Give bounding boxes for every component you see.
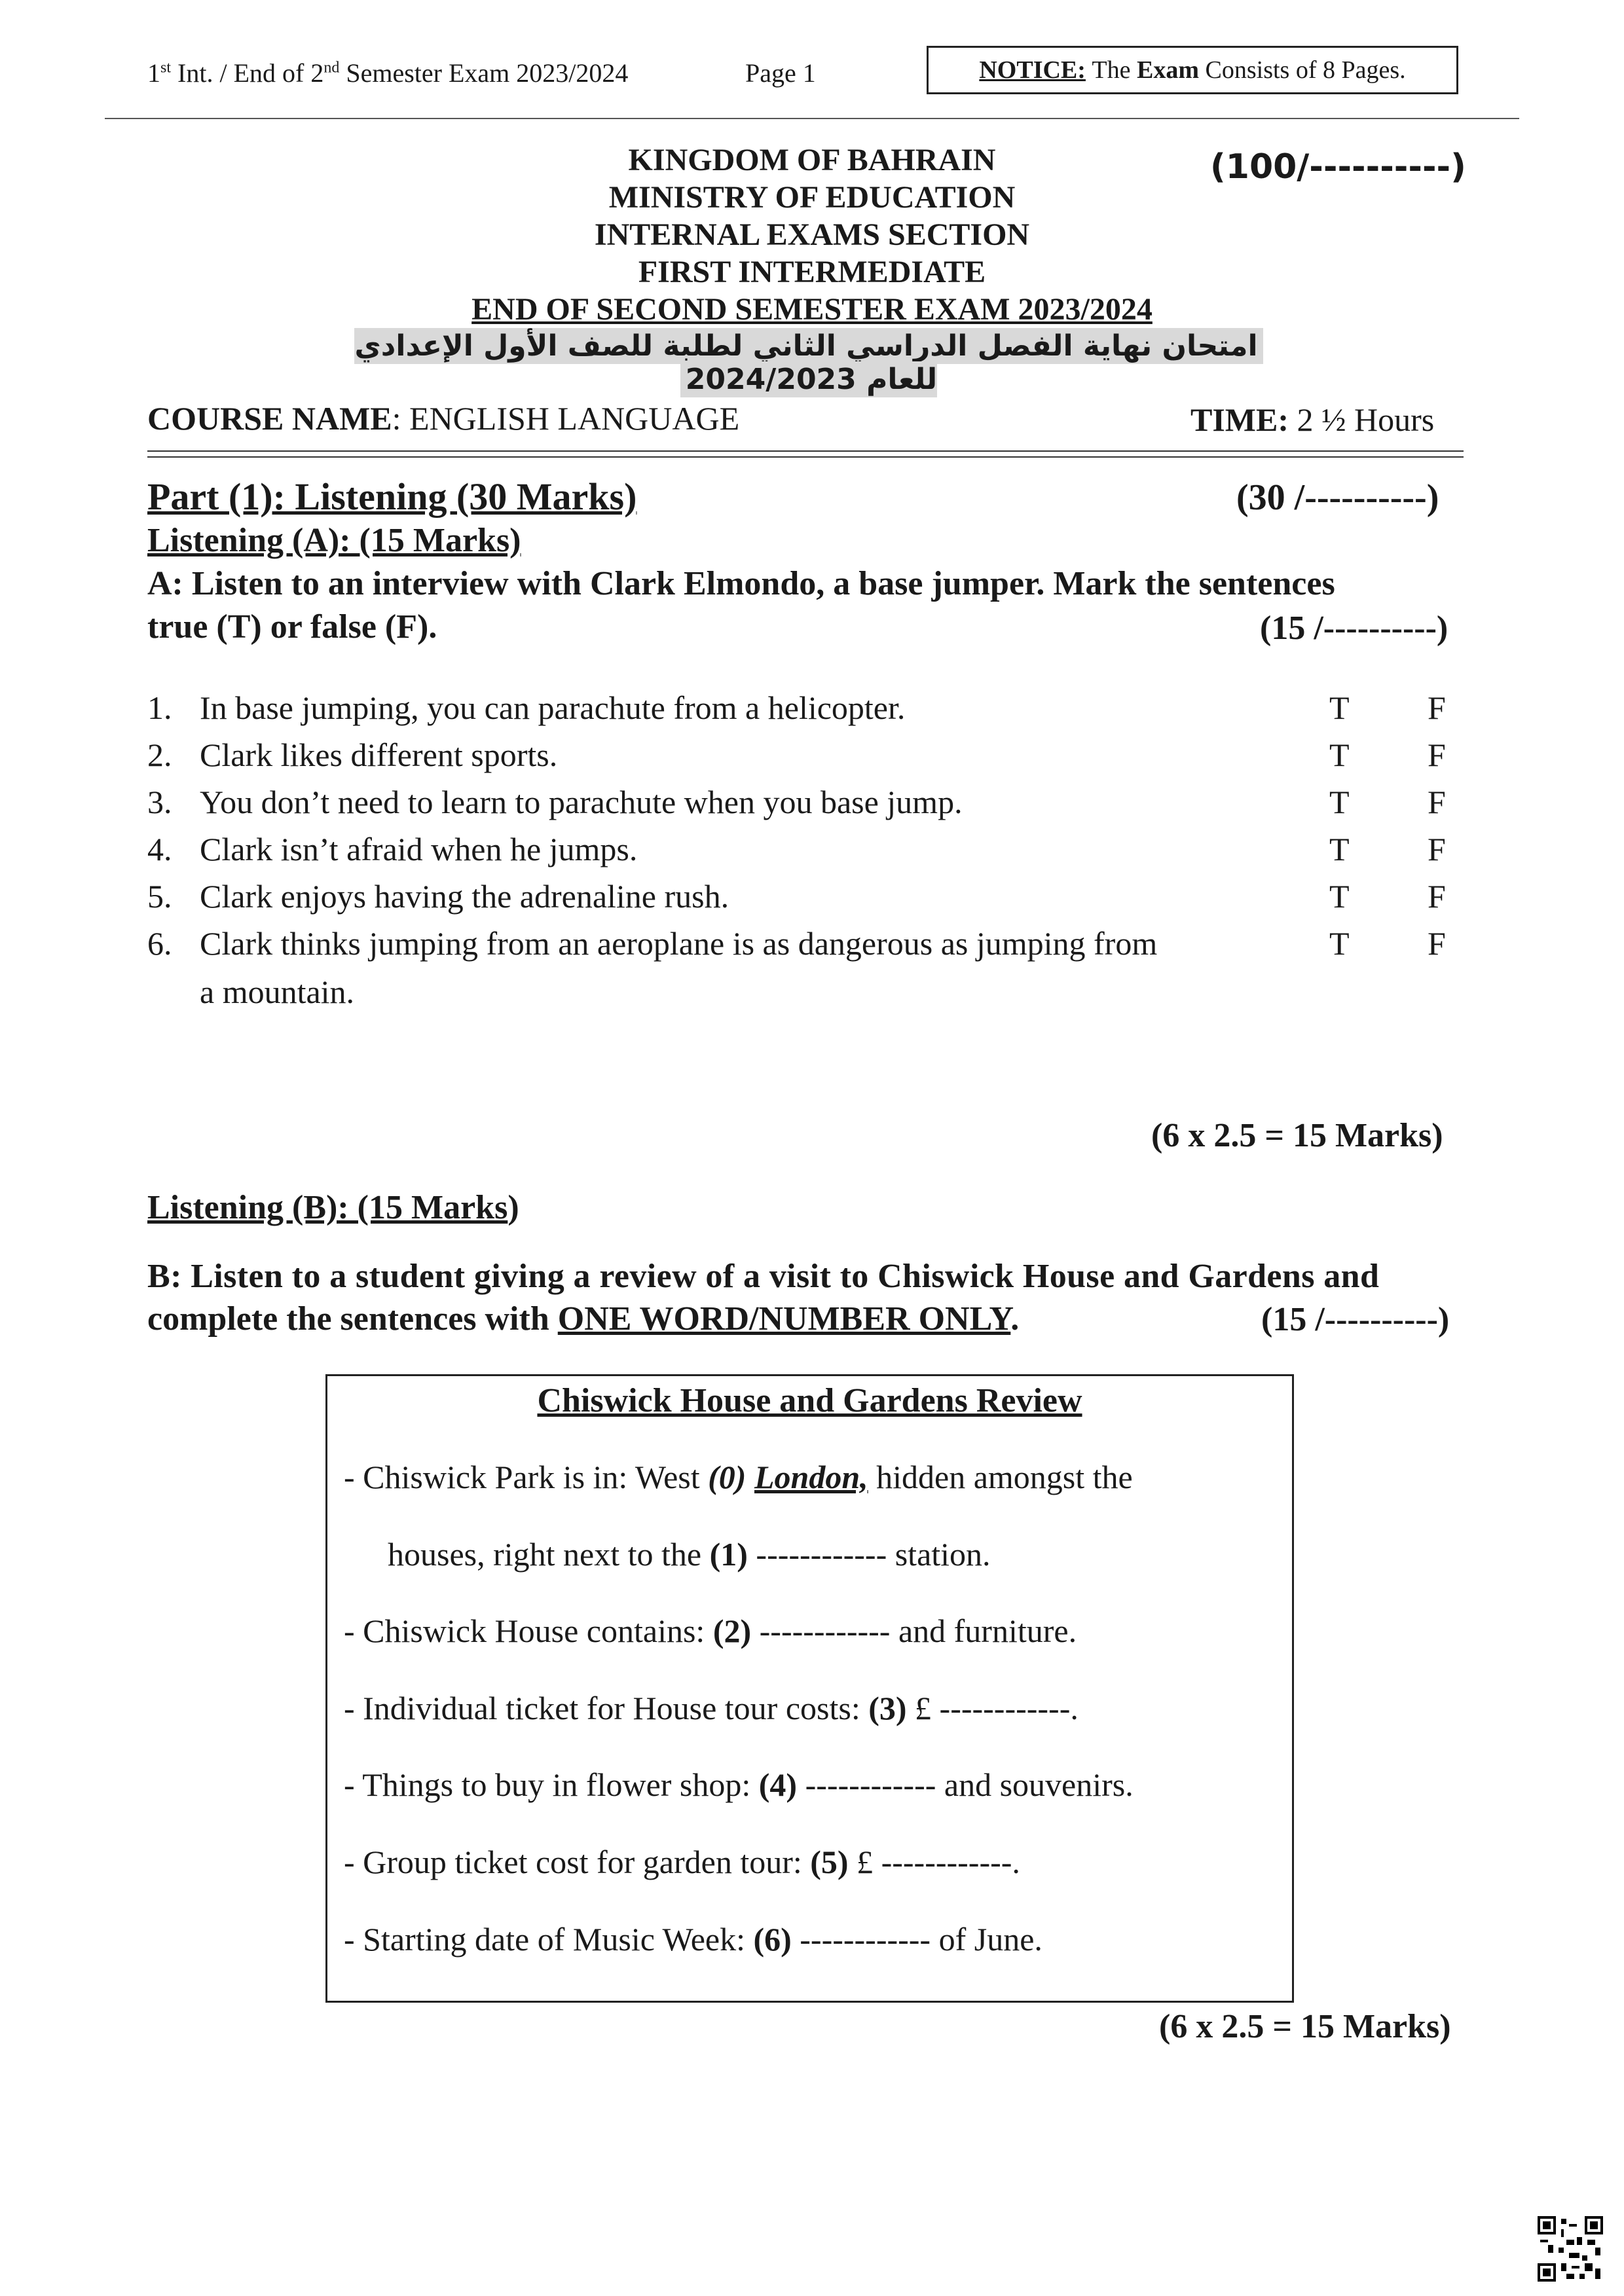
gap-number: (5) <box>810 1844 849 1880</box>
exam-header <box>147 58 628 88</box>
review-line-text: - Group ticket cost for garden tour: <box>344 1844 811 1880</box>
review-line-4 <box>344 1766 1134 1804</box>
example-number: (0) <box>708 1459 754 1495</box>
tf-item-text: Clark thinks jumping from an aeroplane is as dangerous as jumping from <box>200 925 1158 962</box>
instruction-2-emphasis: ONE WORD/NUMBER ONLY <box>557 1300 1011 1338</box>
review-line-text: hidden amongst the <box>868 1459 1133 1495</box>
arabic-title <box>324 329 1293 396</box>
tf-true-option[interactable]: T <box>1329 925 1350 962</box>
gap-number: (1) <box>709 1536 748 1573</box>
part1-title: Part (1): Listening (30 Marks) <box>147 475 637 518</box>
title-line-4: FIRST INTERMEDIATE <box>638 255 986 289</box>
tf-true-option[interactable]: T <box>1329 831 1350 867</box>
tf-true-option[interactable]: T <box>1329 737 1350 773</box>
listening-b-title <box>147 1188 519 1227</box>
course-divider <box>147 450 1464 458</box>
exam-header-sup2: nd <box>323 59 340 77</box>
listening-b-instruction-1: B: Listen to a student giving a review of a visit to Chiswick House and Gardens and <box>147 1258 1380 1295</box>
course-label: COURSE NAME <box>147 400 392 437</box>
review-line-3 <box>344 1689 1079 1727</box>
part1-score: (30 /----------) <box>1236 477 1439 518</box>
tf-item-5 <box>0 877 1624 917</box>
tf-item-text: Clark isn’t afraid when he jumps. <box>200 831 638 867</box>
review-line-0 <box>344 1458 1133 1496</box>
notice-label: NOTICE: <box>979 56 1086 84</box>
tf-item-6 <box>0 924 1624 1016</box>
tf-false-option[interactable]: F <box>1428 689 1446 726</box>
exam-header-suffix: Semester Exam 2023/2024 <box>339 58 629 88</box>
title-line-2: MINISTRY OF EDUCATION <box>608 180 1016 215</box>
review-line-6 <box>344 1920 1043 1958</box>
total-score: (100/----------) <box>1210 147 1466 187</box>
gap-number: (2) <box>712 1613 752 1649</box>
review-line-text: - Things to buy in flower shop: <box>344 1766 759 1803</box>
exam-header-prefix: 1 <box>147 58 160 88</box>
tf-item-text: Clark enjoys having the adrenaline rush. <box>200 878 729 915</box>
gap-number: (4) <box>758 1766 798 1803</box>
course-line <box>147 399 739 437</box>
tf-item-number: 1. <box>147 689 172 726</box>
review-line-text: houses, right next to the <box>388 1536 710 1573</box>
review-box-title: Chiswick House and Gardens Review <box>537 1382 1082 1419</box>
answer-blank[interactable]: ------------ of June. <box>791 1921 1043 1958</box>
review-line-text: - Chiswick House contains: <box>344 1613 713 1649</box>
listening-a-instruction-1: A: Listen to an interview with Clark Elmondo, a base jumper. Mark the sentences <box>147 565 1335 602</box>
tf-item-number: 6. <box>147 925 172 962</box>
review-line-text: - Chiswick Park is in: West <box>344 1459 709 1495</box>
course-name: : ENGLISH LANGUAGE <box>392 400 740 437</box>
tf-item-text: You don’t need to learn to parachute when you base jump. <box>200 784 963 820</box>
time-line <box>1190 401 1434 439</box>
arabic-title-text: امتحان نهاية الفصل الدراسي الثاني لطلبة للصف الأول الإعدادي للعام 2024/2023 <box>354 328 1263 397</box>
title-line-5: END OF SECOND SEMESTER EXAM 2023/2024 <box>471 292 1153 327</box>
notice-the: The <box>1092 56 1131 84</box>
answer-blank[interactable]: ------------ and souvenirs. <box>797 1766 1134 1803</box>
time-label: TIME: <box>1190 401 1289 438</box>
gap-number: (3) <box>868 1690 907 1726</box>
answer-blank[interactable]: £ ------------. <box>848 1844 1020 1880</box>
review-line-2 <box>344 1612 1077 1650</box>
instruction-2-a: complete the sentences with <box>147 1300 558 1338</box>
tf-item-2 <box>0 736 1624 775</box>
notice-rest: Consists of 8 Pages. <box>1205 56 1406 84</box>
review-line-5 <box>344 1843 1020 1881</box>
listening-a-instruction-2: true (T) or false (F). <box>147 608 437 646</box>
tf-false-option[interactable]: F <box>1428 831 1446 867</box>
listening-b-marks: (6 x 2.5 = 15 Marks) <box>1159 2008 1451 2045</box>
tf-item-text: Clark likes different sports. <box>200 737 558 773</box>
exam-header-mid: Int. / End of 2 <box>171 58 324 88</box>
tf-false-option[interactable]: F <box>1428 784 1446 820</box>
answer-blank[interactable]: £ ------------. <box>906 1690 1079 1726</box>
listening-b-title-text: Listening (B): (15 Marks <box>147 1189 508 1226</box>
title-line-1: KINGDOM OF BAHRAIN <box>628 143 996 177</box>
tf-true-option[interactable]: T <box>1329 689 1350 726</box>
review-line-text: - Starting date of Music Week: <box>344 1921 754 1958</box>
tf-item-text-continued: a mountain. <box>200 974 355 1010</box>
qr-code-graphic <box>1538 2216 1603 2282</box>
tf-item-4 <box>0 830 1624 869</box>
listening-b-title-end: ) <box>507 1189 519 1226</box>
header-divider <box>105 118 1519 119</box>
tf-item-3 <box>0 783 1624 822</box>
tf-item-number: 2. <box>147 737 172 773</box>
tf-item-number: 4. <box>147 831 172 867</box>
notice-exam: Exam <box>1137 56 1199 84</box>
listening-a-score: (15 /----------) <box>1260 610 1449 647</box>
listening-b-score: (15 /----------) <box>1261 1301 1450 1338</box>
tf-item-1 <box>0 689 1624 728</box>
answer-blank[interactable]: ------------ station. <box>747 1536 991 1573</box>
tf-item-text: In base jumping, you can parachute from a helicopter. <box>200 689 906 726</box>
review-line-text: - Individual ticket for House tour costs: <box>344 1690 869 1726</box>
tf-false-option[interactable]: F <box>1428 925 1446 962</box>
listening-a-marks: (6 x 2.5 = 15 Marks) <box>1151 1117 1443 1154</box>
title-line-3: INTERNAL EXAMS SECTION <box>594 217 1030 252</box>
example-answer: London, <box>754 1459 868 1495</box>
tf-item-number: 3. <box>147 784 172 820</box>
answer-blank[interactable]: ------------ and furniture. <box>751 1613 1077 1649</box>
qr-code-icon <box>1538 2216 1603 2282</box>
review-line-1 <box>388 1535 991 1573</box>
tf-true-option[interactable]: T <box>1329 784 1350 820</box>
tf-item-number: 5. <box>147 878 172 915</box>
instruction-2-c: . <box>1010 1300 1020 1338</box>
time-value: 2 ½ Hours <box>1289 401 1435 438</box>
page-number: Page 1 <box>745 58 816 88</box>
tf-true-option[interactable]: T <box>1329 878 1350 915</box>
exam-header-sup1: st <box>160 59 172 77</box>
gap-number: (6) <box>753 1921 792 1958</box>
notice-box <box>927 46 1458 94</box>
tf-false-option[interactable]: F <box>1428 878 1446 915</box>
listening-b-instruction-2 <box>147 1300 1019 1338</box>
tf-false-option[interactable]: F <box>1428 737 1446 773</box>
listening-a-title: Listening (A): (15 Marks) <box>147 522 521 559</box>
